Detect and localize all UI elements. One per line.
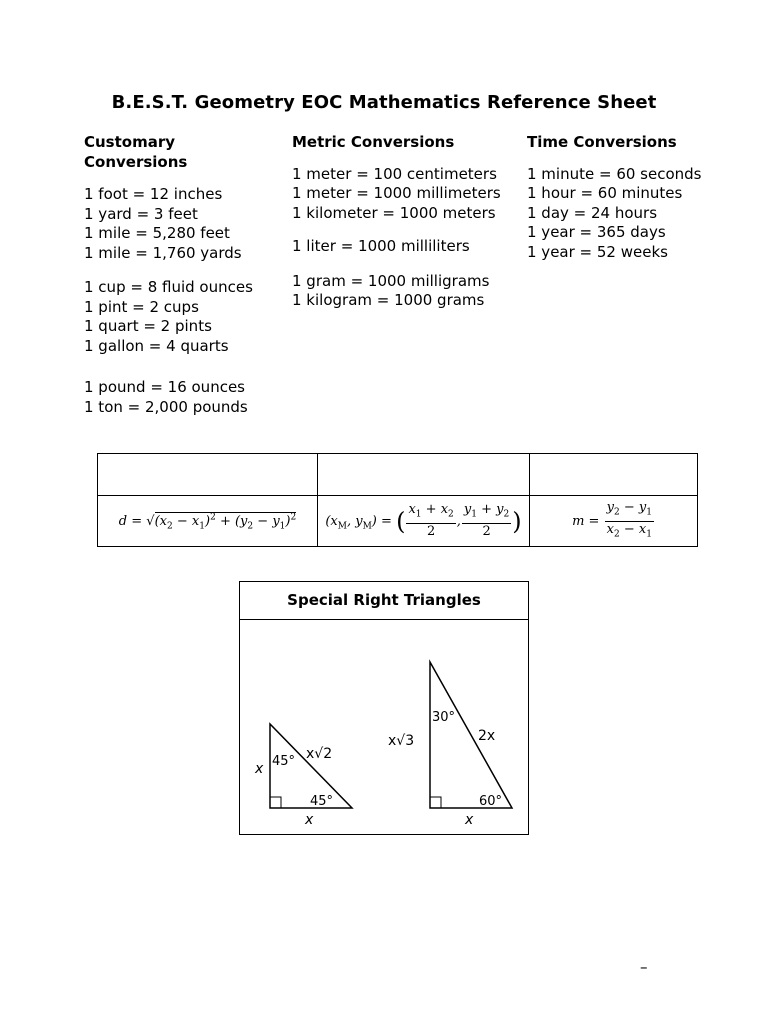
conversion-item: 1 gram = 1000 milligrams xyxy=(292,271,490,290)
t30-hyp-label: 2x xyxy=(478,728,496,744)
conversion-item: 1 year = 365 days xyxy=(527,223,666,241)
conversion-item: 1 pound = 16 ounces xyxy=(84,378,245,396)
page-title: B.E.S.T. Geometry EOC Mathematics Reference Sheet xyxy=(111,92,657,113)
formula-header-cell xyxy=(318,454,530,496)
t45-leg-bottom-label: x xyxy=(305,812,314,828)
conversion-item: 1 mile = 1,760 yards xyxy=(84,243,242,262)
conversion-item: 1 liter = 1000 milliliters xyxy=(292,237,470,255)
triangles-figure xyxy=(240,582,530,836)
customary-weight-group xyxy=(84,378,274,417)
slope-formula: m = $\frac{y_2 - y_1}{x_2 - x_1}$ xyxy=(572,499,652,540)
special-right-triangles-box xyxy=(239,581,529,835)
time-heading: Time Conversions xyxy=(527,133,677,151)
formula-header-cell xyxy=(98,454,318,496)
conversion-item: 1 yard = 3 feet xyxy=(84,204,198,223)
customary-volume-group xyxy=(84,278,274,356)
triangles-title: Special Right Triangles xyxy=(240,582,528,620)
t30-long-leg-label: x√3 xyxy=(388,733,415,749)
distance-formula-cell xyxy=(98,496,318,547)
t45-leg-left-label: x xyxy=(255,761,264,777)
metric-column xyxy=(292,133,522,311)
midpoint-formula: ($x_M$, $y_M$) = ( $\frac{x_1 + x_2}{2}$ , $\frac{y_1 + y_2}{2}$ ) xyxy=(325,502,522,539)
conversion-item: 1 kilometer = 1000 meters xyxy=(292,203,496,222)
conversion-item: 1 cup = 8 fluid ounces xyxy=(84,278,253,296)
formula-header-cell xyxy=(530,454,698,496)
metric-volume-group xyxy=(292,237,522,257)
slope-formula-cell xyxy=(530,496,698,547)
conversion-item: 1 ton = 2,000 pounds xyxy=(84,397,248,416)
right-angle-mark xyxy=(430,797,441,808)
conversion-item: 1 year = 52 weeks xyxy=(527,242,668,261)
conversion-item: 1 gallon = 4 quarts xyxy=(84,336,229,355)
customary-column xyxy=(84,133,274,417)
formula-table xyxy=(97,453,698,547)
customary-heading: Customary Conversions xyxy=(84,133,188,171)
metric-mass-group xyxy=(292,272,522,311)
customary-length-group xyxy=(84,185,274,263)
conversion-item: 1 quart = 2 pints xyxy=(84,317,212,335)
conversion-item: 1 meter = 100 centimeters xyxy=(292,164,497,183)
t45-angle-right-label: 45° xyxy=(310,794,334,809)
conversion-item: 1 kilogram = 1000 grams xyxy=(292,291,485,309)
triangle-30-60-90 xyxy=(430,662,512,808)
metric-heading: Metric Conversions xyxy=(292,133,455,151)
t45-angle-top-label: 45° xyxy=(272,754,296,769)
t30-short-leg-label: x xyxy=(465,812,474,828)
right-angle-mark xyxy=(270,797,281,808)
t45-hyp-label: x√2 xyxy=(306,746,333,762)
footer-mark: – xyxy=(640,958,648,976)
conversion-item: 1 meter = 1000 millimeters xyxy=(292,184,501,202)
conversion-item: 1 minute = 60 seconds xyxy=(527,164,702,183)
time-group xyxy=(527,165,727,263)
conversion-item: 1 day = 24 hours xyxy=(527,203,658,222)
distance-formula: $d = √(x_2 - x_1)^2 + (y_2 - y_1)^2$ xyxy=(118,512,297,532)
midpoint-formula-cell xyxy=(318,496,530,547)
conversion-item: 1 foot = 12 inches xyxy=(84,185,223,203)
t30-angle-top-label: 30° xyxy=(432,710,456,725)
conversion-item: 1 hour = 60 minutes xyxy=(527,184,683,202)
metric-length-group xyxy=(292,165,522,224)
time-column xyxy=(527,133,727,262)
t30-angle-right-label: 60° xyxy=(479,794,503,809)
conversion-item: 1 mile = 5,280 feet xyxy=(84,224,230,242)
conversion-item: 1 pint = 2 cups xyxy=(84,297,199,316)
